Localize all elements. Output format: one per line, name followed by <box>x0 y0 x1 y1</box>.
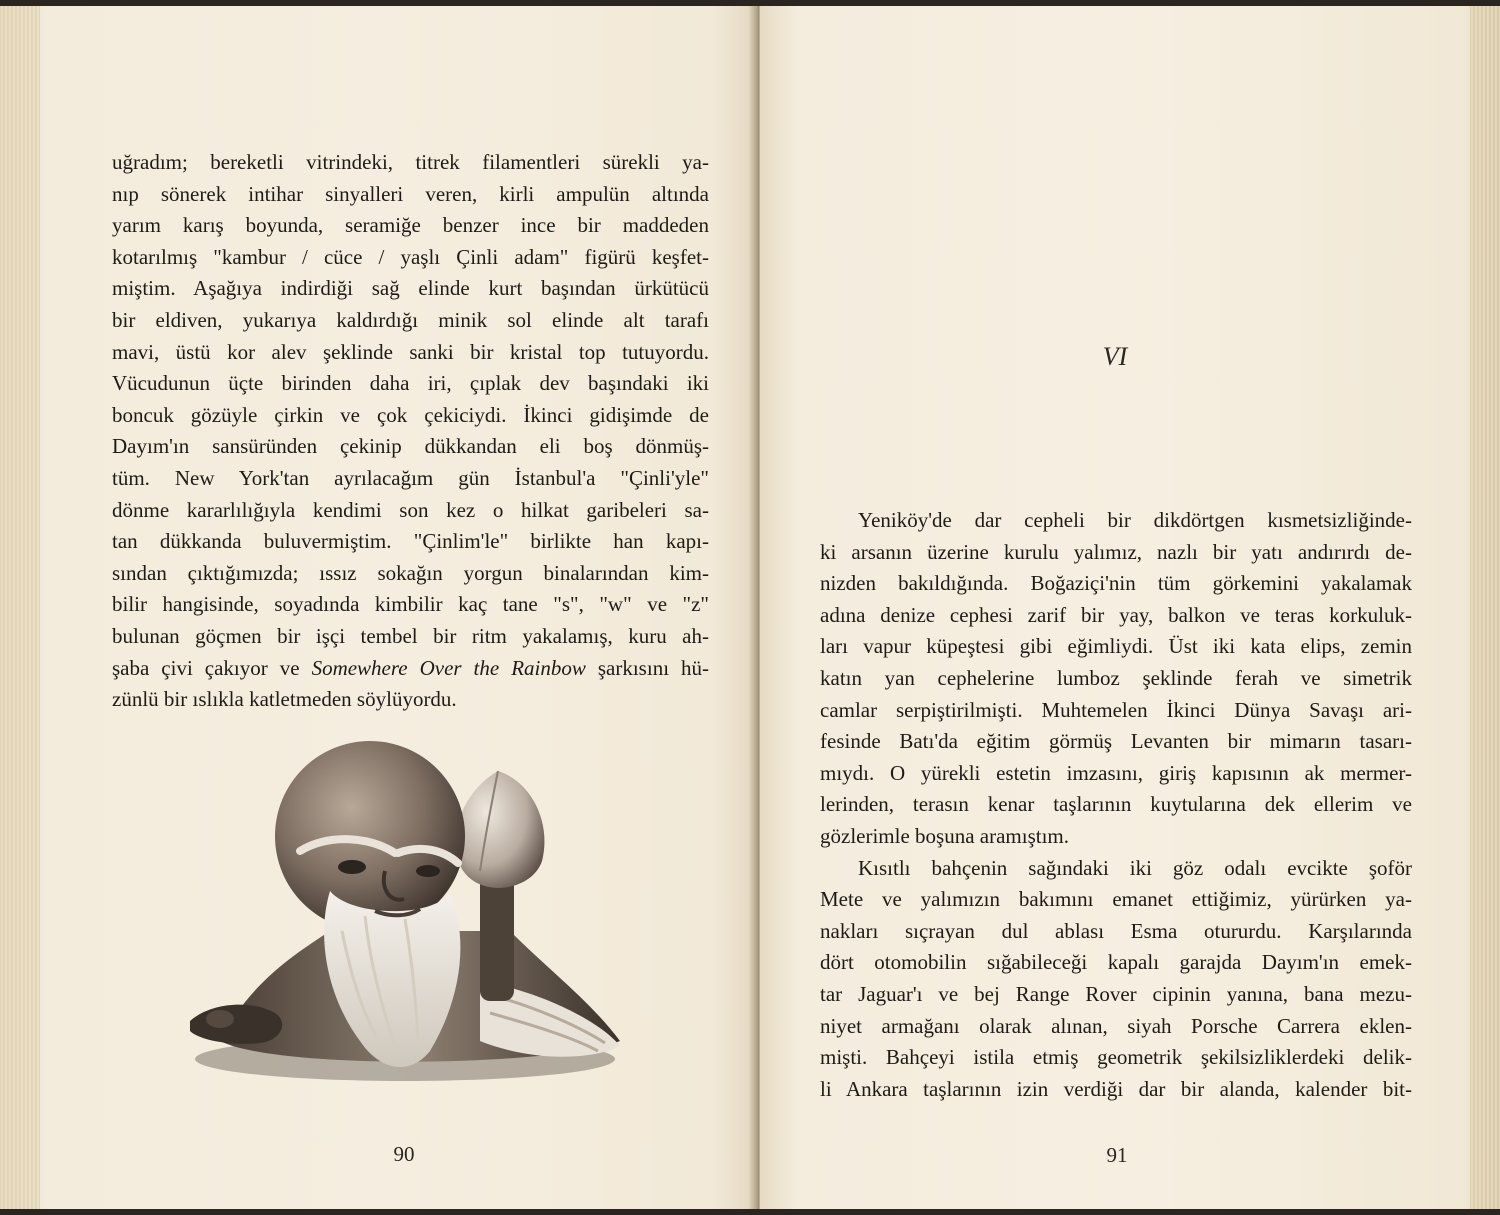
text-line: tan dükkanda buluvermiştim. "Çinlim'le" birlikte han kapı- <box>112 529 709 554</box>
text-line: tar Jaguar'ı ve bej Range Rover cipinin yanına, bana mezu- <box>820 981 1412 1006</box>
text-line: Vücudunun üçte birinden daha iri, çıplak dev başındaki iki <box>112 371 709 396</box>
chinese-figurine-illustration <box>180 741 630 1091</box>
paragraph-first-line: Yeniköy'de dar cepheli bir dikdörtgen kısmetsizliğinde- <box>858 508 1412 532</box>
text-line: sından çıktığımızda; ıssız sokağın yorgun binalarından kim- <box>112 560 709 585</box>
paragraph-first-line: Kısıtlı bahçenin sağındaki iki göz odalı evcikte şoför <box>858 855 1412 880</box>
text-line: nakları sıçrayan dul ablası Esma otururdu. Karşılarında <box>820 918 1412 943</box>
page-edges <box>1470 6 1500 1209</box>
text-line: ları vapur küpeştesi gibi eğimliydi. Üst iki kata elips, zemin <box>820 634 1412 659</box>
text-line: yarım karış boyunda, seramiğe benzer ince bir maddeden <box>112 213 709 238</box>
text-line: nizden bakıldığında. Boğaziçi'nin tüm görkemini yakalamak <box>820 571 1412 596</box>
text-line: dört otomobilin sığabileceği kapalı garajda Dayım'ın emek- <box>820 950 1412 975</box>
text-line: mişti. Bahçeyi istila etmiş geometrik şekilsizliklerdeki delik- <box>820 1045 1412 1070</box>
text-line: bir eldiven, yukarıya kaldırdığı minik sol elinde alt tarafı <box>112 307 709 332</box>
text-line: lerinden, terasın kenar taşlarının kuytularına dek ellerim ve <box>820 792 1412 817</box>
text-line: zünlü bir ıslıkla katletmeden söylüyordu. <box>112 687 457 712</box>
text-line: niyet armağanı olarak alınan, siyah Porsche Carrera eklen- <box>820 1013 1412 1038</box>
page-number-right: 91 <box>1106 1143 1128 1167</box>
text-line: bulunan göçmen bir işçi tembel bir ritm yakalamış, kuru ah- <box>112 623 709 648</box>
text-line: uğradım; bereketli vitrindeki, titrek filamentleri sürekli ya- <box>112 150 709 174</box>
text-line: li Ankara taşlarının izin verdiği dar bir alanda, kalender bit- <box>820 1076 1412 1101</box>
left-page <box>0 6 757 1209</box>
page-number-left: 90 <box>393 1142 415 1166</box>
page-edges <box>0 6 40 1209</box>
text-line-with-song-title <box>112 653 709 685</box>
text-line: miştim. Aşağıya indirdiği sağ elinde kurt başından ürkütücü <box>112 276 709 301</box>
text-fragment: şarkısını hü- <box>585 655 710 680</box>
right-page-text <box>820 505 1412 1105</box>
text-line: fesinde Batı'da eğitim görmüş Levanten bir mimarın tasarı- <box>820 729 1412 754</box>
text-line: nıp sönerek intihar sinyalleri veren, kirli ampulün altında <box>112 181 709 206</box>
text-line: boncuk gözüyle çirkin ve çok çekiciydi. İkinci gidişimde de <box>112 402 709 427</box>
text-line: kotarılmış "kambur / cüce / yaşlı Çinli adam" figürü keşfet- <box>112 244 709 269</box>
text-line: Dayım'ın sansüründen çekinip dükkandan eli boş dönmüş- <box>112 434 709 459</box>
text-line: Mete ve yalımızın bakımını emanet ettiğimiz, yürürken ya- <box>820 887 1412 912</box>
text-line: mavi, üstü kor alev şeklinde sanki bir kristal top tutuyordu. <box>112 339 709 364</box>
text-fragment: şaba çivi çakıyor ve <box>112 655 312 680</box>
text-line: adına denize cephesi zarif bir yay, balkon ve teras korkuluk- <box>820 602 1412 627</box>
left-page-text <box>112 147 709 716</box>
text-line: tüm. New York'tan ayrılacağım gün İstanbul'a "Çinli'yle" <box>112 465 709 490</box>
text-line: ki arsanın üzerine kurulu yalımız, nazlı bir yatı andırırdı de- <box>820 539 1412 564</box>
text-line: camlar serpiştirilmişti. Muhtemelen İkinci Dünya Savaşı ari- <box>820 697 1412 722</box>
text-line: bilir hangisinde, soyadında kimbilir kaç tane "s", "w" ve "z" <box>112 592 709 617</box>
song-title: Somewhere Over the Rainbow <box>311 655 586 680</box>
text-line: dönme kararlılığıyla kendimi son kez o hilkat garibeleri sa- <box>112 497 709 522</box>
book-spread <box>0 6 1500 1209</box>
text-line: gözlerimle boşuna aramıştım. <box>820 823 1070 848</box>
text-line: mıydı. O yürekli estetin imzasını, giriş kapısının ak mermer- <box>820 760 1412 785</box>
text-line: katın yan cephelerine lumboz şeklinde ferah ve simetrik <box>820 665 1412 690</box>
chapter-heading: VI <box>1102 342 1128 371</box>
